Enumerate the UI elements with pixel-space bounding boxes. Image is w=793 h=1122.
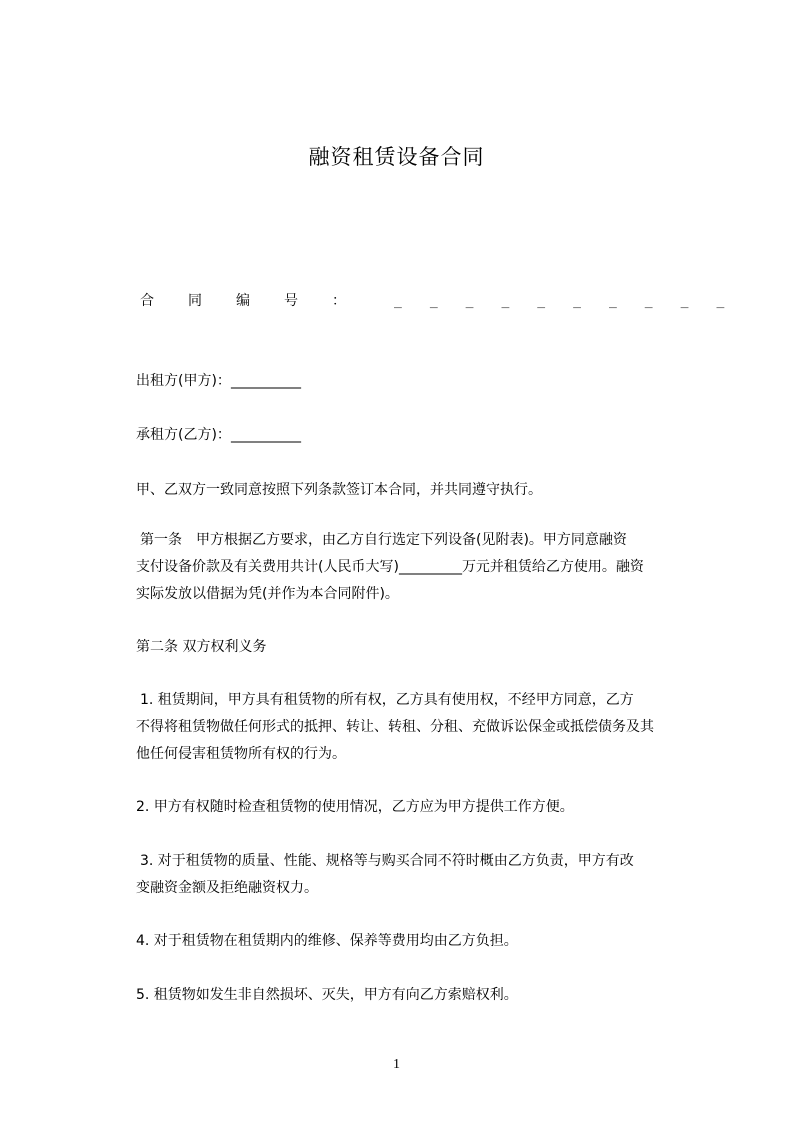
contract-number-blank: __________	[394, 294, 753, 309]
item2: 2. 甲方有权随时检查租赁物的使用情况，乙方应为甲方提供工作方便。	[136, 799, 574, 815]
article1-line1: 第一条 甲方根据乙方要求，由乙方自行选定下列设备(见附表)。甲方同意融资	[140, 532, 627, 548]
lessor-row	[136, 370, 702, 392]
page-number: 1	[393, 1057, 400, 1072]
item1-line1: 1. 租赁期间，甲方具有租赁物的所有权，乙方具有使用权，不经甲方同意，乙方	[140, 692, 634, 708]
article1-line2-text-a: 支付设备价款及有关费用共计(人民币大写)	[136, 559, 399, 575]
lessee-blank: __________	[230, 427, 301, 443]
article1-line2-text-b: 万元并租赁给乙方使用。融资	[461, 559, 644, 575]
lessee-label: 承租方(乙方)：	[136, 427, 231, 443]
article2-heading: 第二条 双方权利义务	[136, 639, 267, 655]
item3-line1: 3. 对于租赁物的质量、性能、规格等与购买合同不符时概由乙方负责，甲方有改	[140, 853, 634, 869]
lessor-label: 出租方(甲方)：	[136, 373, 231, 389]
item4: 4. 对于租赁物在租赁期内的维修、保养等费用均由乙方负担。	[136, 933, 518, 949]
contract-number-label: 合同编号：	[140, 293, 380, 309]
preamble: 甲、乙双方一致同意按照下列条款签订本合同，并共同遵守执行。	[136, 482, 542, 498]
item1-line2: 不得将租赁物做任何形式的抵押、转让、转租、分租、充做诉讼保金或抵偿债务及其	[136, 719, 654, 735]
lessor-blank: __________	[230, 373, 301, 389]
lessee-row	[136, 424, 702, 446]
item3-line2: 变融资金额及拒绝融资权力。	[136, 880, 318, 896]
item1-line3: 他任何侵害租赁物所有权的行为。	[136, 746, 346, 762]
article1-line2	[136, 556, 702, 578]
document-title: 融资租赁设备合同	[308, 145, 485, 169]
article1-line3: 实际发放以借据为凭(并作为本合同附件)。	[136, 586, 399, 602]
contract-number-row	[140, 290, 753, 313]
item5: 5. 租赁物如发生非自然损坏、灭失，甲方有向乙方索赔权利。	[136, 987, 518, 1003]
article1-amount-blank: _________	[398, 559, 462, 575]
